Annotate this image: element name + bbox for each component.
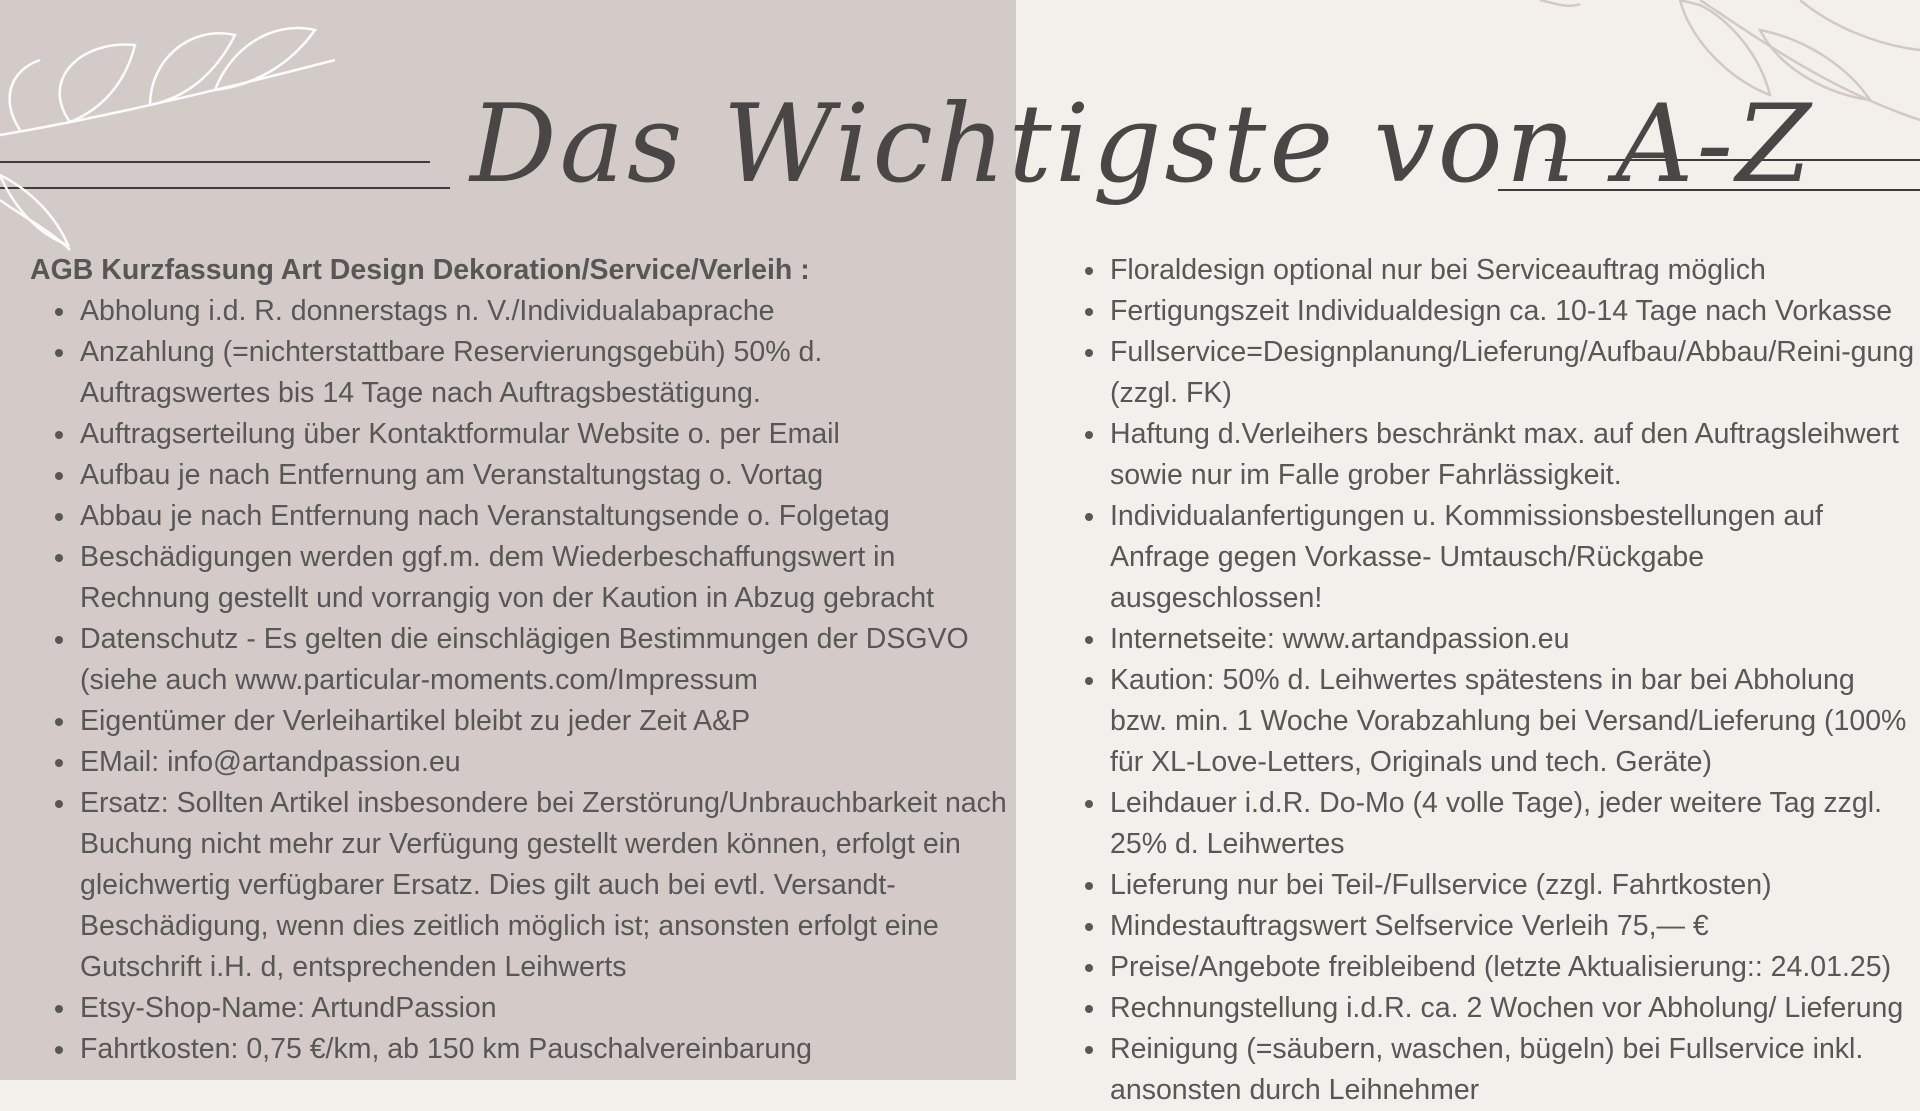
list-item: Ersatz: Sollten Artikel insbesondere bei Zerstörung/Unbrauchbarkeit nach Buchung nicht mehr zur Verfügung gestellt werden können, erfolgt ein gleichwertig verfügbarer Ersatz. Dies gilt auch bei evtl. Versandt-Beschädigung, wenn dies zeitlich möglich ist; ansonsten erfolgt eine Gutschrift i.H. d, entsprechenden Leihwerts	[80, 783, 1015, 988]
list-item: Fahrtkosten: 0,75 €/km, ab 150 km Pauschalvereinbarung	[80, 1029, 1015, 1070]
list-item: Lieferung nur bei Teil-/Fullservice (zzgl. Fahrtkosten)	[1110, 865, 1915, 906]
right-column	[1060, 250, 1915, 1111]
right-list	[1060, 250, 1915, 1111]
list-item: Abbau je nach Entfernung nach Veranstaltungsende o. Folgetag	[80, 496, 1015, 537]
agb-heading: AGB Kurzfassung Art Design Dekoration/Service/Verleih :	[30, 254, 810, 286]
list-item: Individualanfertigungen u. Kommissionsbestellungen auf Anfrage gegen Vorkasse- Umtausch/Rückgabe ausgeschlossen!	[1110, 496, 1915, 619]
list-item: Fertigungszeit Individualdesign ca. 10-14 Tage nach Vorkasse	[1110, 291, 1915, 332]
list-item: Mindestauftragswert Selfservice Verleih 75,— €	[1110, 906, 1915, 947]
list-item: Preise/Angebote freibleibend (letzte Aktualisierung:: 24.01.25)	[1110, 947, 1915, 988]
list-item: Etsy-Shop-Name: ArtundPassion	[80, 988, 1015, 1029]
list-item: Rechnungstellung i.d.R. ca. 2 Wochen vor Abholung/ Lieferung	[1110, 988, 1915, 1029]
list-item: Internetseite: www.artandpassion.eu	[1110, 619, 1915, 660]
list-item: Reinigung (=säubern, waschen, bügeln) bei Fullservice inkl. ansonsten durch Leihnehmer	[1110, 1029, 1915, 1111]
list-item: EMail: info@artandpassion.eu	[80, 742, 1015, 783]
left-column	[30, 250, 1015, 1070]
page-title: Das Wichtigste von A-Z	[470, 82, 1815, 207]
left-list	[30, 291, 1015, 1070]
list-item: Leihdauer i.d.R. Do-Mo (4 volle Tage), jeder weitere Tag zzgl. 25% d. Leihwertes	[1110, 783, 1915, 865]
list-item: Beschädigungen werden ggf.m. dem Wiederbeschaffungswert in Rechnung gestellt und vorrangig von der Kaution in Abzug gebracht	[80, 537, 1015, 619]
list-item: Floraldesign optional nur bei Serviceauftrag möglich	[1110, 250, 1915, 291]
list-item: Auftragserteilung über Kontaktformular Website o. per Email	[80, 414, 1015, 455]
list-item: Eigentümer der Verleihartikel bleibt zu jeder Zeit A&P	[80, 701, 1015, 742]
list-item: Datenschutz - Es gelten die einschlägigen Bestimmungen der DSGVO (siehe auch www.particular-moments.com/Impressum	[80, 619, 1015, 701]
list-item: Fullservice=Designplanung/Lieferung/Aufbau/Abbau/Reini-gung (zzgl. FK)	[1110, 332, 1915, 414]
list-item: Abholung i.d. R. donnerstags n. V./Individualabaprache	[80, 291, 1015, 332]
list-item: Anzahlung (=nichterstattbare Reservierungsgebüh) 50% d. Auftragswertes bis 14 Tage nach Auftragsbestätigung.	[80, 332, 1015, 414]
list-item: Aufbau je nach Entfernung am Veranstaltungstag o. Vortag	[80, 455, 1015, 496]
list-item: Kaution: 50% d. Leihwertes spätestens in bar bei Abholung bzw. min. 1 Woche Vorabzahlung bei Versand/Lieferung (100% für XL-Love-Letters, Originals und tech. Geräte)	[1110, 660, 1915, 783]
list-item: Haftung d.Verleihers beschränkt max. auf den Auftragsleihwert sowie nur im Falle grober Fahrlässigkeit.	[1110, 414, 1915, 496]
